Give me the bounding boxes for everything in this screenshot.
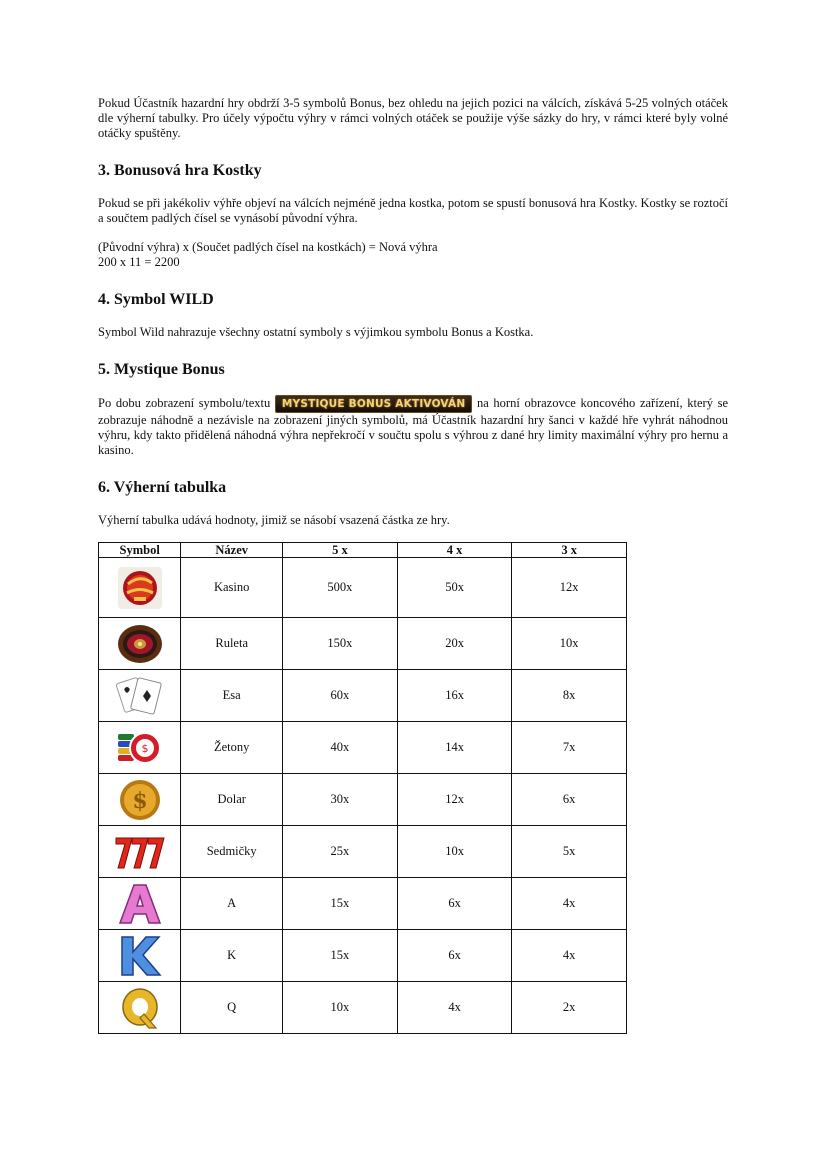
row-3x: 10x [512, 618, 627, 670]
row-4x: 6x [397, 930, 512, 982]
section-3-example: 200 x 11 = 2200 [98, 255, 180, 269]
row-5x: 500x [283, 558, 398, 618]
row-name: Esa [181, 670, 283, 722]
row-4x: 14x [397, 722, 512, 774]
section-6-text: Výherní tabulka udává hodnoty, jimiž se násobí vsazená částka ze hry. [98, 513, 450, 527]
row-3x: 6x [512, 774, 627, 826]
table-row [99, 558, 627, 618]
row-name: Dolar [181, 774, 283, 826]
section-4-heading: 4. Symbol WILD [98, 291, 214, 308]
row-4x: 12x [397, 774, 512, 826]
header-3x: 3 x [512, 543, 627, 558]
row-name: Ruleta [181, 618, 283, 670]
row-3x: 5x [512, 826, 627, 878]
section-5-heading: 5. Mystique Bonus [98, 361, 225, 378]
row-name: K [181, 930, 283, 982]
row-4x: 10x [397, 826, 512, 878]
table-header-row [99, 543, 627, 558]
roulette-wheel-icon [112, 622, 168, 666]
row-name: Žetony [181, 722, 283, 774]
row-5x: 25x [283, 826, 398, 878]
header-4x: 4 x [397, 543, 512, 558]
row-3x: 12x [512, 558, 627, 618]
table-row [99, 878, 627, 930]
row-5x: 15x [283, 878, 398, 930]
section-3-formula: (Původní výhra) x (Součet padlých čísel na kostkách) = Nová výhra [98, 240, 438, 254]
svg-text:$: $ [132, 787, 148, 814]
table-row [99, 618, 627, 670]
lucky-casino-logo-icon [112, 566, 168, 610]
table-row [99, 982, 627, 1034]
row-4x: 20x [397, 618, 512, 670]
table-row [99, 774, 627, 826]
row-4x: 4x [397, 982, 512, 1034]
payout-table [98, 542, 627, 1034]
table-row [99, 670, 627, 722]
intro-paragraph: Pokud Účastník hazardní hry obdrží 3-5 symbolů Bonus, bez ohledu na jejich pozici na válcích, získává 5-25 volných otáček dle výherní tabulky. Pro účely výpočtu výhry v rámci volných otáček se použije výše sázky do hry, v rámci které byly volné otáčky spuštěny. [98, 96, 728, 140]
section-3-heading: 3. Bonusová hra Kostky [98, 162, 262, 179]
document-page [98, 96, 728, 1034]
row-name: Sedmičky [181, 826, 283, 878]
row-3x: 4x [512, 878, 627, 930]
section-5-text-before: Po dobu zobrazení symbolu/textu [98, 395, 271, 410]
header-name: Název [181, 543, 283, 558]
row-name: Kasino [181, 558, 283, 618]
table-row [99, 826, 627, 878]
section-4-text: Symbol Wild nahrazuje všechny ostatní symboly s výjimkou symbolu Bonus a Kostka. [98, 325, 534, 339]
playing-cards-icon [112, 674, 168, 718]
letter-a-icon [112, 882, 168, 926]
section-6-heading: 6. Výherní tabulka [98, 479, 227, 496]
row-5x: 60x [283, 670, 398, 722]
table-row [99, 722, 627, 774]
casino-chips-icon [112, 726, 168, 770]
gold-dollar-coin-icon [112, 778, 168, 822]
section-5-text-after: na horní obrazovce koncového zařízení, který se zobrazuje náhodně a nezávisle na zobrazení jiných symbolů, má Účastník hazardní hry šanci v každé hře vyhrát náhodnou výhru, kdy takto přidělená náhodná výhra nepřekročí v součtu spolu s výhrou z dané hry limity maximální výhry pro hernu a kasino. [98, 395, 728, 457]
section-3-text: Pokud se při jakékoliv výhře objeví na válcích nejméně jedna kostka, potom se spustí bonusová hra Kostky. Kostky se roztočí a součtem padlých čísel se vynásobí původní výhra. [98, 196, 728, 225]
row-5x: 15x [283, 930, 398, 982]
letter-q-icon [112, 986, 168, 1030]
row-3x: 7x [512, 722, 627, 774]
row-name: A [181, 878, 283, 930]
section-5-text [98, 395, 728, 458]
row-4x: 6x [397, 878, 512, 930]
header-5x: 5 x [283, 543, 398, 558]
svg-text:$: $ [141, 741, 149, 755]
row-3x: 2x [512, 982, 627, 1034]
row-4x: 50x [397, 558, 512, 618]
triple-seven-icon [112, 830, 168, 874]
row-4x: 16x [397, 670, 512, 722]
row-3x: 4x [512, 930, 627, 982]
row-5x: 150x [283, 618, 398, 670]
row-5x: 10x [283, 982, 398, 1034]
row-5x: 40x [283, 722, 398, 774]
letter-k-icon [112, 934, 168, 978]
table-row [99, 930, 627, 982]
header-symbol: Symbol [99, 543, 181, 558]
row-5x: 30x [283, 774, 398, 826]
row-3x: 8x [512, 670, 627, 722]
mystique-bonus-banner: MYSTIQUE BONUS AKTIVOVÁN [275, 395, 472, 413]
row-name: Q [181, 982, 283, 1034]
